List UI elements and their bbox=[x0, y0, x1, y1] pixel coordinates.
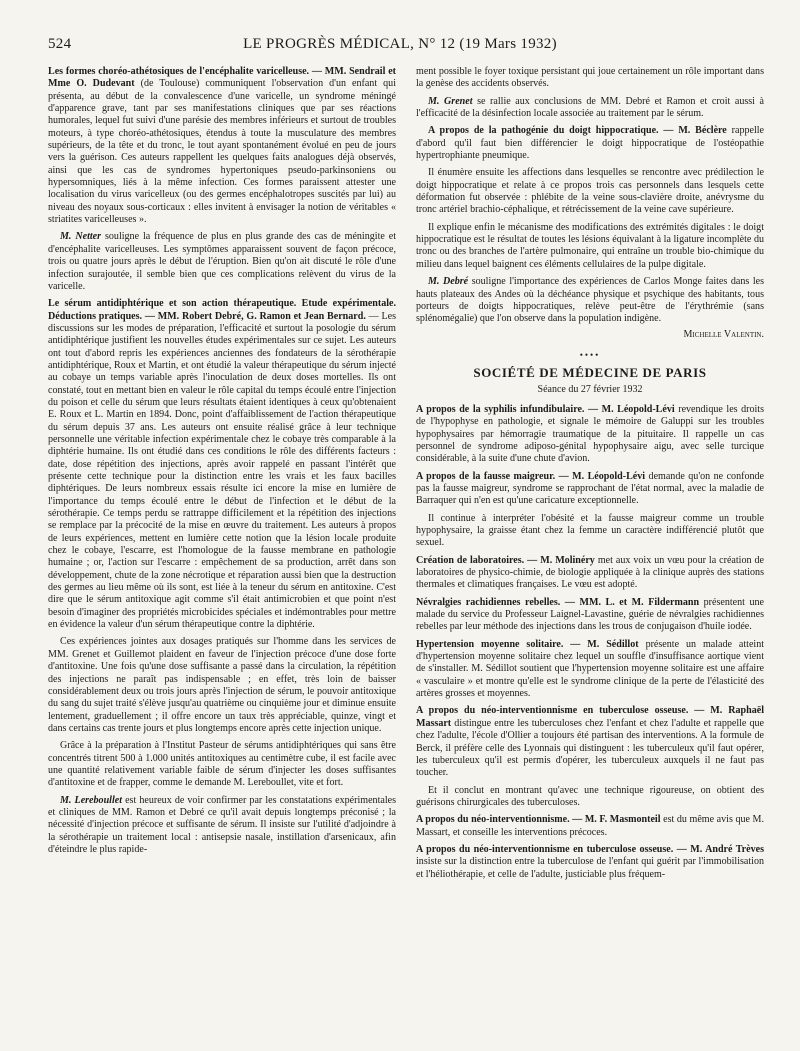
article-serum bbox=[48, 298, 396, 631]
article-body: demande qu'on ne confonde pas la fausse maigreur, syndrome se rapprochant de l'état normal, avec la maladie de Barraquer qui n'en est qu'une caricature exceptionnelle. bbox=[416, 470, 764, 507]
article-body: présente un malade atteint d'hypertension moyenne solitaire chez lequel un souffle d'insuffisance aortique vient de s'installer. M. Sédillot soutient que l'hypertension moyenne solitaire est une affaire « vasculaire » et montre qu'elle est le syndrome clinique de la perte de l'élasticité des artères grosses et moyennes. bbox=[416, 638, 764, 700]
article-treves bbox=[416, 844, 764, 881]
paragraph-conclusion-massart: Et il conclut en montrant qu'avec une technique rigoureuse, on obtient des guérisons chirurgicales des tuberculoses. bbox=[416, 784, 764, 808]
article-heading: Les formes choréo-athétosiques de l'encéphalite varicelleuse. — MM. Sendrail et Mme O. Dudevant bbox=[48, 66, 396, 90]
page-number: 524 bbox=[48, 36, 72, 52]
article-heading: A propos du néo-interventionnisme en tuberculose osseuse. — M. Raphaël Massart bbox=[416, 705, 764, 729]
article-masmonteil bbox=[416, 814, 764, 839]
section-ornament: •••• bbox=[579, 349, 601, 360]
paragraph-body: est heureux de voir confirmer par les constatations expérimentales et cliniques de MM. Ramon et Debré ce qu'il avait depuis longtemps préconisé ; la nécessité d'injection précoce et suffisante de sérum. Il insiste sur l'utilité d'adjoindre à la sérothérapie un traitement local : antisepsie nasale, instillation d'arsenicaux, afin d'éteindre le plus rapide- bbox=[48, 794, 396, 855]
article-heading: Névralgies rachidiennes rebelles. — MM. L. et M. Fildermann bbox=[416, 596, 700, 608]
article-tuberculose-massart bbox=[416, 705, 764, 779]
left-column bbox=[48, 66, 396, 1041]
article-fausse-maigreur bbox=[416, 471, 764, 508]
paragraph-mecanisme: Il explique enfin le mécanisme des modifications des extrémités digitales : le doigt hippocratique est le résultat de toutes les lésions équivalant à la ligature incomplète du tronc ou des branches de l'artère pulmonaire, qui entraîne un trouble bio-chimique du milieu dans lequel baignent ces éléments cellulaires de la pulpe digitale. bbox=[416, 221, 764, 270]
speaker-name: M. Grenet bbox=[428, 95, 473, 107]
article-body: (de Toulouse) communiquent l'observation d'un enfant qui présenta, au début de la convalescence d'une varicelle, un syndrome méningé d'apparence grave, tant par ses manifestations cliniques que par ses réactions humorales, lequel fut suivi d'une parésie des membres inférieurs et surtout de troubles moteurs, à type choréo-athétosiques, étendus à toute la musculature des membres supérieurs, de la tête et du tronc, le tout ayant spontanément évolué en peu de jours vers la guérison. Ces auteurs rappellent les quelques faits analogues déjà observés, ainsi que les cas de syndromes hypertoniques pseudo-parkinsoniens ou hypersomniques, liés à la même infection. Ces formes paraissent attester une localisation du virus varicelleux (ou des germes encéphalotropes suscités par lui) au niveau des noyaux sous-corticaux : elles invitent à envisager la notion de véritables « striatites varicelleuses ». bbox=[48, 78, 396, 226]
article-doigt-hippocratique bbox=[416, 125, 764, 162]
article-heading: Le sérum antidiphtérique et son action thérapeutique. Etude expérimentale. Déductions pratiques. — MM. Robert Debré, G. Ramon et Jean Bernard. bbox=[48, 298, 396, 322]
page-header bbox=[48, 36, 752, 56]
speaker-name: M. Netter bbox=[60, 231, 102, 243]
article-encephalite bbox=[48, 66, 396, 226]
article-hypertension bbox=[416, 639, 764, 701]
article-body: revendique les droits de l'hypophyse en pathologie, et signale le mémoire de Galuppi sur les troubles hypophysaires par hémorragie traumatique de la pituitaire. Il rappelle un cas personnel de syndrome adiposo-génital hypophysaire aigu, avec selle turcique considérable, à la suite d'une chute d'avion. bbox=[416, 403, 764, 465]
paragraph-debre bbox=[416, 276, 764, 325]
article-heading: A propos du néo-interventionnisme. — M. F. Masmonteil bbox=[416, 814, 661, 826]
session-date: Séance du 27 février 1932 bbox=[537, 383, 643, 395]
article-heading: Hypertension moyenne solitaire. — M. Sédillot bbox=[416, 638, 639, 650]
speaker-name: M. Debré bbox=[428, 276, 469, 288]
paragraph-obesite: Il continue à interpréter l'obésité et la fausse maigreur comme un trouble hypophysaire, la graisse étant chez la femme un caractère indifférencié plutôt que sexuel. bbox=[416, 512, 764, 549]
paragraph-body: souligne l'importance des expériences de Carlos Monge faites dans les hauts plateaux des Andes où la déchéance physique et psychique des habitants, tous porteurs de doigts hippocratiques, relève peut-être de l'érythrémie (sans splénomégalie) que l'on observe dans la population indigène. bbox=[416, 276, 764, 325]
article-body: distingue entre les tuberculoses chez l'enfant et chez l'adulte et rappelle que chez l'adulte, l'école d'Ollier a toujours été partisan des interventions. A la formule de Berck, il préfère celle des Lyonnais qui distinguent : les tuberculeux qu'il faut opérer, les tuberculeux qu'il est permis d'opérer, les tuberculeux auxquels il ne faut pas toucher. bbox=[416, 717, 764, 779]
paragraph-grenet bbox=[416, 96, 764, 121]
paragraph-dosages: Ces expériences jointes aux dosages pratiqués sur l'homme dans les services de MM. Grenet et Guillemot plaident en faveur de l'injection précoce d'une dose forte d'antitoxine. Une fois qu'une dose suffisante a passé dans la circulation, la répétition des injections ne paraît pas indispensable ; en effet, très loin de baisser considérablement deux ou trois jours après l'injection de sérum, le pouvoir antitoxique du sang du sujet traité s'élève jusqu'au quatrième ou cinquième jour et diminue ensuite lentement, graduellement ; il offre encore un taux très appréciable, quinze, vingt et dans certains cas trente jours et plus longtemps encore après cette injection unique. bbox=[48, 636, 396, 734]
article-body: met aux voix un vœu pour la création de laboratoires de physico-chimie, de biologie appliquée à la clinique auprès des stations thermales et climatiques françaises. Le vœu est adopté. bbox=[416, 554, 764, 591]
article-laboratoires bbox=[416, 555, 764, 592]
society-title: SOCIÉTÉ DE MÉDECINE DE PARIS bbox=[473, 365, 707, 381]
right-column bbox=[416, 66, 764, 1041]
paragraph-affections: Il énumère ensuite les affections dans lesquelles se rencontre avec prédilection le doigt hippocratique et relate à ce propos trois cas personnels dans lesquels cette déformation fut observée : phlébite de la veine sous-clavière droite, anévrysme du tronc artériel brachio-céphalique, et rétrécissement de la veine cave supérieure. bbox=[416, 167, 764, 216]
paragraph-body: se rallie aux conclusions de MM. Debré et Ramon et croit aussi à l'efficacité de la désinfection locale associée au traitement par le sérum. bbox=[416, 95, 764, 120]
article-body: insiste sur la distinction entre la tuberculose de l'enfant qui guérit par l'immobilisation et l'héliothérapie, et celle de l'adulte, justiciable plus fréquem- bbox=[416, 856, 764, 880]
paragraph-netter bbox=[48, 231, 396, 293]
article-heading: A propos de la syphilis infundibulaire. — M. Léopold-Lévi bbox=[416, 403, 675, 415]
article-nevralgies bbox=[416, 597, 764, 634]
article-body: rappelle d'abord qu'il faut bien différencier le doigt hippocratique de l'ostéopathie hypertrophiante pneumique. bbox=[416, 125, 764, 162]
paragraph-continuation: ment possible le foyer toxique persistant qui joue certainement un rôle important dans la genèse des accidents observés. bbox=[416, 66, 764, 90]
article-heading: A propos de la pathogénie du doigt hippocratique. — M. Béclère bbox=[428, 125, 727, 137]
article-heading: A propos de la fausse maigreur. — M. Léopold-Lévi bbox=[416, 470, 646, 482]
article-body: — Les discussions sur les modes de préparation, l'efficacité et surtout la posologie du sérum antidiphtérique justifient les nouvelles études expérimentales sur ce sujet. Les auteurs ont tout d'abord repris les expériences anciennes des fondateurs de la sérothérapie antidiphtérique, Roux et Martin, et ont étudié la valeur thérapeutique du sérum injecté au cobaye un temps variable après l'inoculation de deux doses mortelles. Ils ont constaté, tout en mettant bien en valeur le rôle capital du temps écoulé entre l'injection du poison et celle du sérum que leurs résultats étaient identiques à ceux qu'obtenaient E. Roux et L. Martin en 1894. Donc, point d'affaiblissement de l'action thérapeutique du sérum depuis 37 ans. Les auteurs ont ensuite réalisé grâce à leur technique personnelle une véritable infection expérimentale chez le cobaye très comparable à la diphtérie humaine. Ils ont étudié dans ces conditions le rôle des différents facteurs : date, dose répétition des injections, après avoir rappelé en passant l'intérêt que présente cette technique pour la distinction entre les vrais et les faux bacilles diphtériques. De leurs nombreux essais résulte ici encore la mise en lumière de l'importance du temps écoulé entre le début de l'infection et le début de la sérothérapie. Ce temps perdu se rattrappe difficilement et la répétition des injections se remplace par la précocité de la mise en œuvre du traitement. Les auteurs à propos de leurs expériences, mettent en lumière cette notion que la lésion locale produite chez le cobaye, l'escarre, est l'homologue de la fausse membrane en pathologie humaine ; or, l'action sur l'escarre : empêchement de sa production, arrêt dans son développement, chute de la zone nécrotique et réparation aussi bien que la destruction des germes au lieu même où ils sont, est liée à la teneur du sérum en antitoxine. C'est dire que le sérum antitoxique agit comme s'il était antimicrobien et que point n'est besoin d'imaginer des propriétés microbicides spéciales et indémontrables pour mettre en évidence la valeur d'un sérum thérapeutique contre la diphtérie. bbox=[48, 310, 396, 631]
journal-title: LE PROGRÈS MÉDICAL, N° 12 (19 Mars 1932) bbox=[243, 36, 557, 52]
paragraph-institut-pasteur: Grâce à la préparation à l'Institut Pasteur de sérums antidiphtériques qui sans être concentrés titrent 500 à 1.000 unités antitoxiques au centimètre cube, il est facile avec une quantité relativement variable faible de sérum d'injecter les doses suffisantes d'antitoxine et de frapper, comme le demande M. Lereboullet, vite et fort. bbox=[48, 740, 396, 789]
article-syphilis bbox=[416, 404, 764, 466]
article-heading: Création de laboratoires. — M. Molinéry bbox=[416, 554, 595, 566]
article-body: présentent une malade du service du Professeur Laignel-Lavastine, guérie de névralgies rachidiennes rebelles par leur méthode des injections dans les trous de conjugaison d'huile iodée. bbox=[416, 596, 764, 633]
speaker-name: M. Lereboullet bbox=[60, 794, 122, 806]
article-body: est du même avis que M. Massart, et conseille les interventions précoces. bbox=[416, 814, 764, 838]
article-heading: A propos du néo-interventionnisme en tuberculose osseuse. — M. André Trèves bbox=[416, 843, 764, 855]
paragraph-lereboullet bbox=[48, 795, 396, 857]
paragraph-body: souligne la fréquence de plus en plus grande des cas de méningite et d'encéphalite varicelleuses. Les symptômes apparaissent souvent de façon précoce, trois ou quatre jours après le début de l'éruption. Bien qu'on ait discuté le rôle d'une infection surajoutée, il semble bien que ces complications relèvent du virus de la varicelle. bbox=[48, 231, 396, 292]
author-signature: Michelle Valentin. bbox=[683, 328, 764, 340]
